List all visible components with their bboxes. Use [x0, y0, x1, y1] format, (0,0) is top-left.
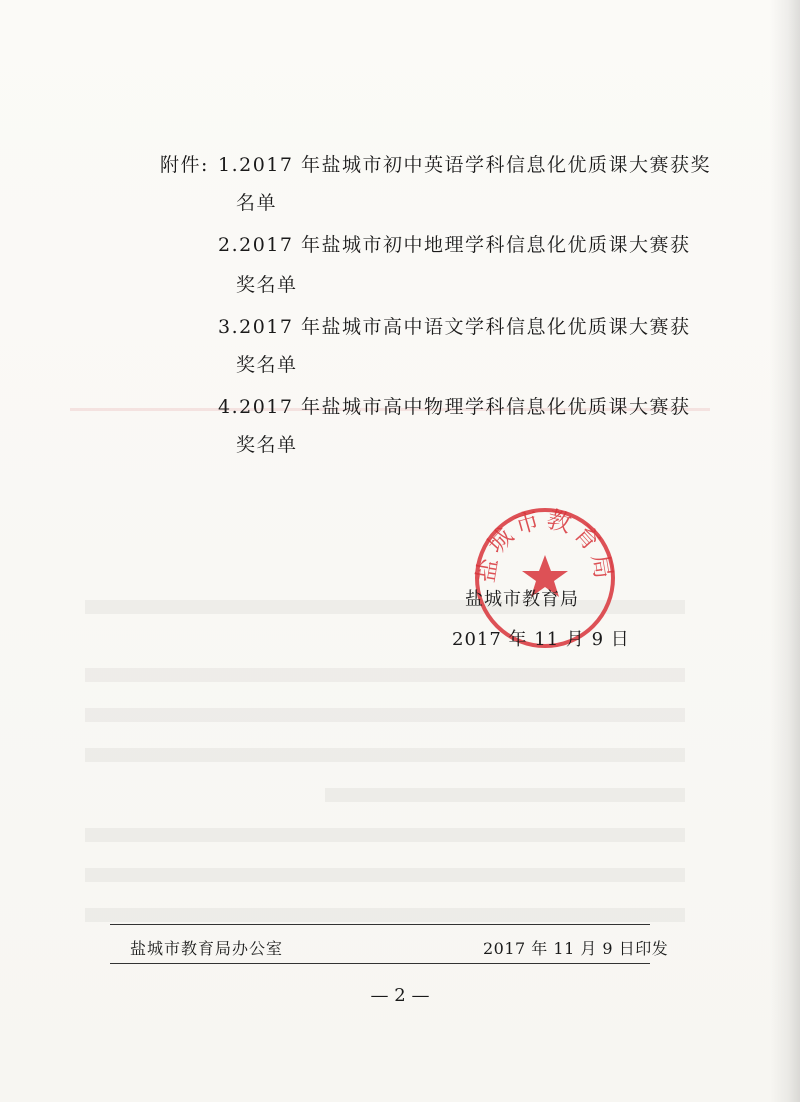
attachment-item-4 [218, 392, 691, 419]
attachment-line [218, 150, 711, 177]
ghost-text-line [85, 868, 685, 882]
attachment-continuation: 名单 [236, 192, 278, 214]
attachment-continuation: 奖名单 [236, 354, 298, 376]
attachment-label: 附件: [160, 154, 209, 176]
ghost-text-line [85, 828, 685, 842]
ghost-text-line [85, 748, 685, 762]
footer-bottom-rule [110, 963, 650, 964]
attachment-item-3 [218, 312, 691, 339]
attachment-number: 3. [218, 316, 240, 338]
page-edge-shadow [770, 0, 800, 1102]
ghost-text-line [85, 668, 685, 682]
attachment-title: 2017 年盐城市初中地理学科信息化优质课大赛获 [239, 234, 691, 256]
issue-date: 2017 年 11 月 9 日印发 [483, 939, 669, 958]
ghost-text-line [85, 908, 685, 922]
issuer-signature: 盐城市教育局 [465, 589, 579, 610]
attachment-number: 4. [218, 396, 240, 418]
ghost-text-line [325, 788, 685, 802]
attachment-number: 1. [218, 154, 240, 176]
attachment-continuation: 奖名单 [236, 274, 298, 296]
attachment-title: 2017 年盐城市高中物理学科信息化优质课大赛获 [239, 396, 691, 418]
attachment-title: 2017 年盐城市高中语文学科信息化优质课大赛获 [239, 316, 691, 338]
issuing-office: 盐城市教育局办公室 [130, 939, 284, 958]
attachment-number: 2. [218, 234, 240, 256]
attachment-title: 2017 年盐城市初中英语学科信息化优质课大赛获奖 [239, 154, 712, 176]
seal-text: 盐城市教育局 [471, 504, 619, 585]
attachment-continuation: 奖名单 [236, 434, 298, 456]
signature-date: 2017 年 11 月 9 日 [452, 629, 630, 650]
footer-top-rule [110, 924, 650, 925]
ghost-text-line [85, 708, 685, 722]
attachment-item-2 [218, 230, 691, 257]
page-number: — 2 — [370, 985, 430, 1006]
